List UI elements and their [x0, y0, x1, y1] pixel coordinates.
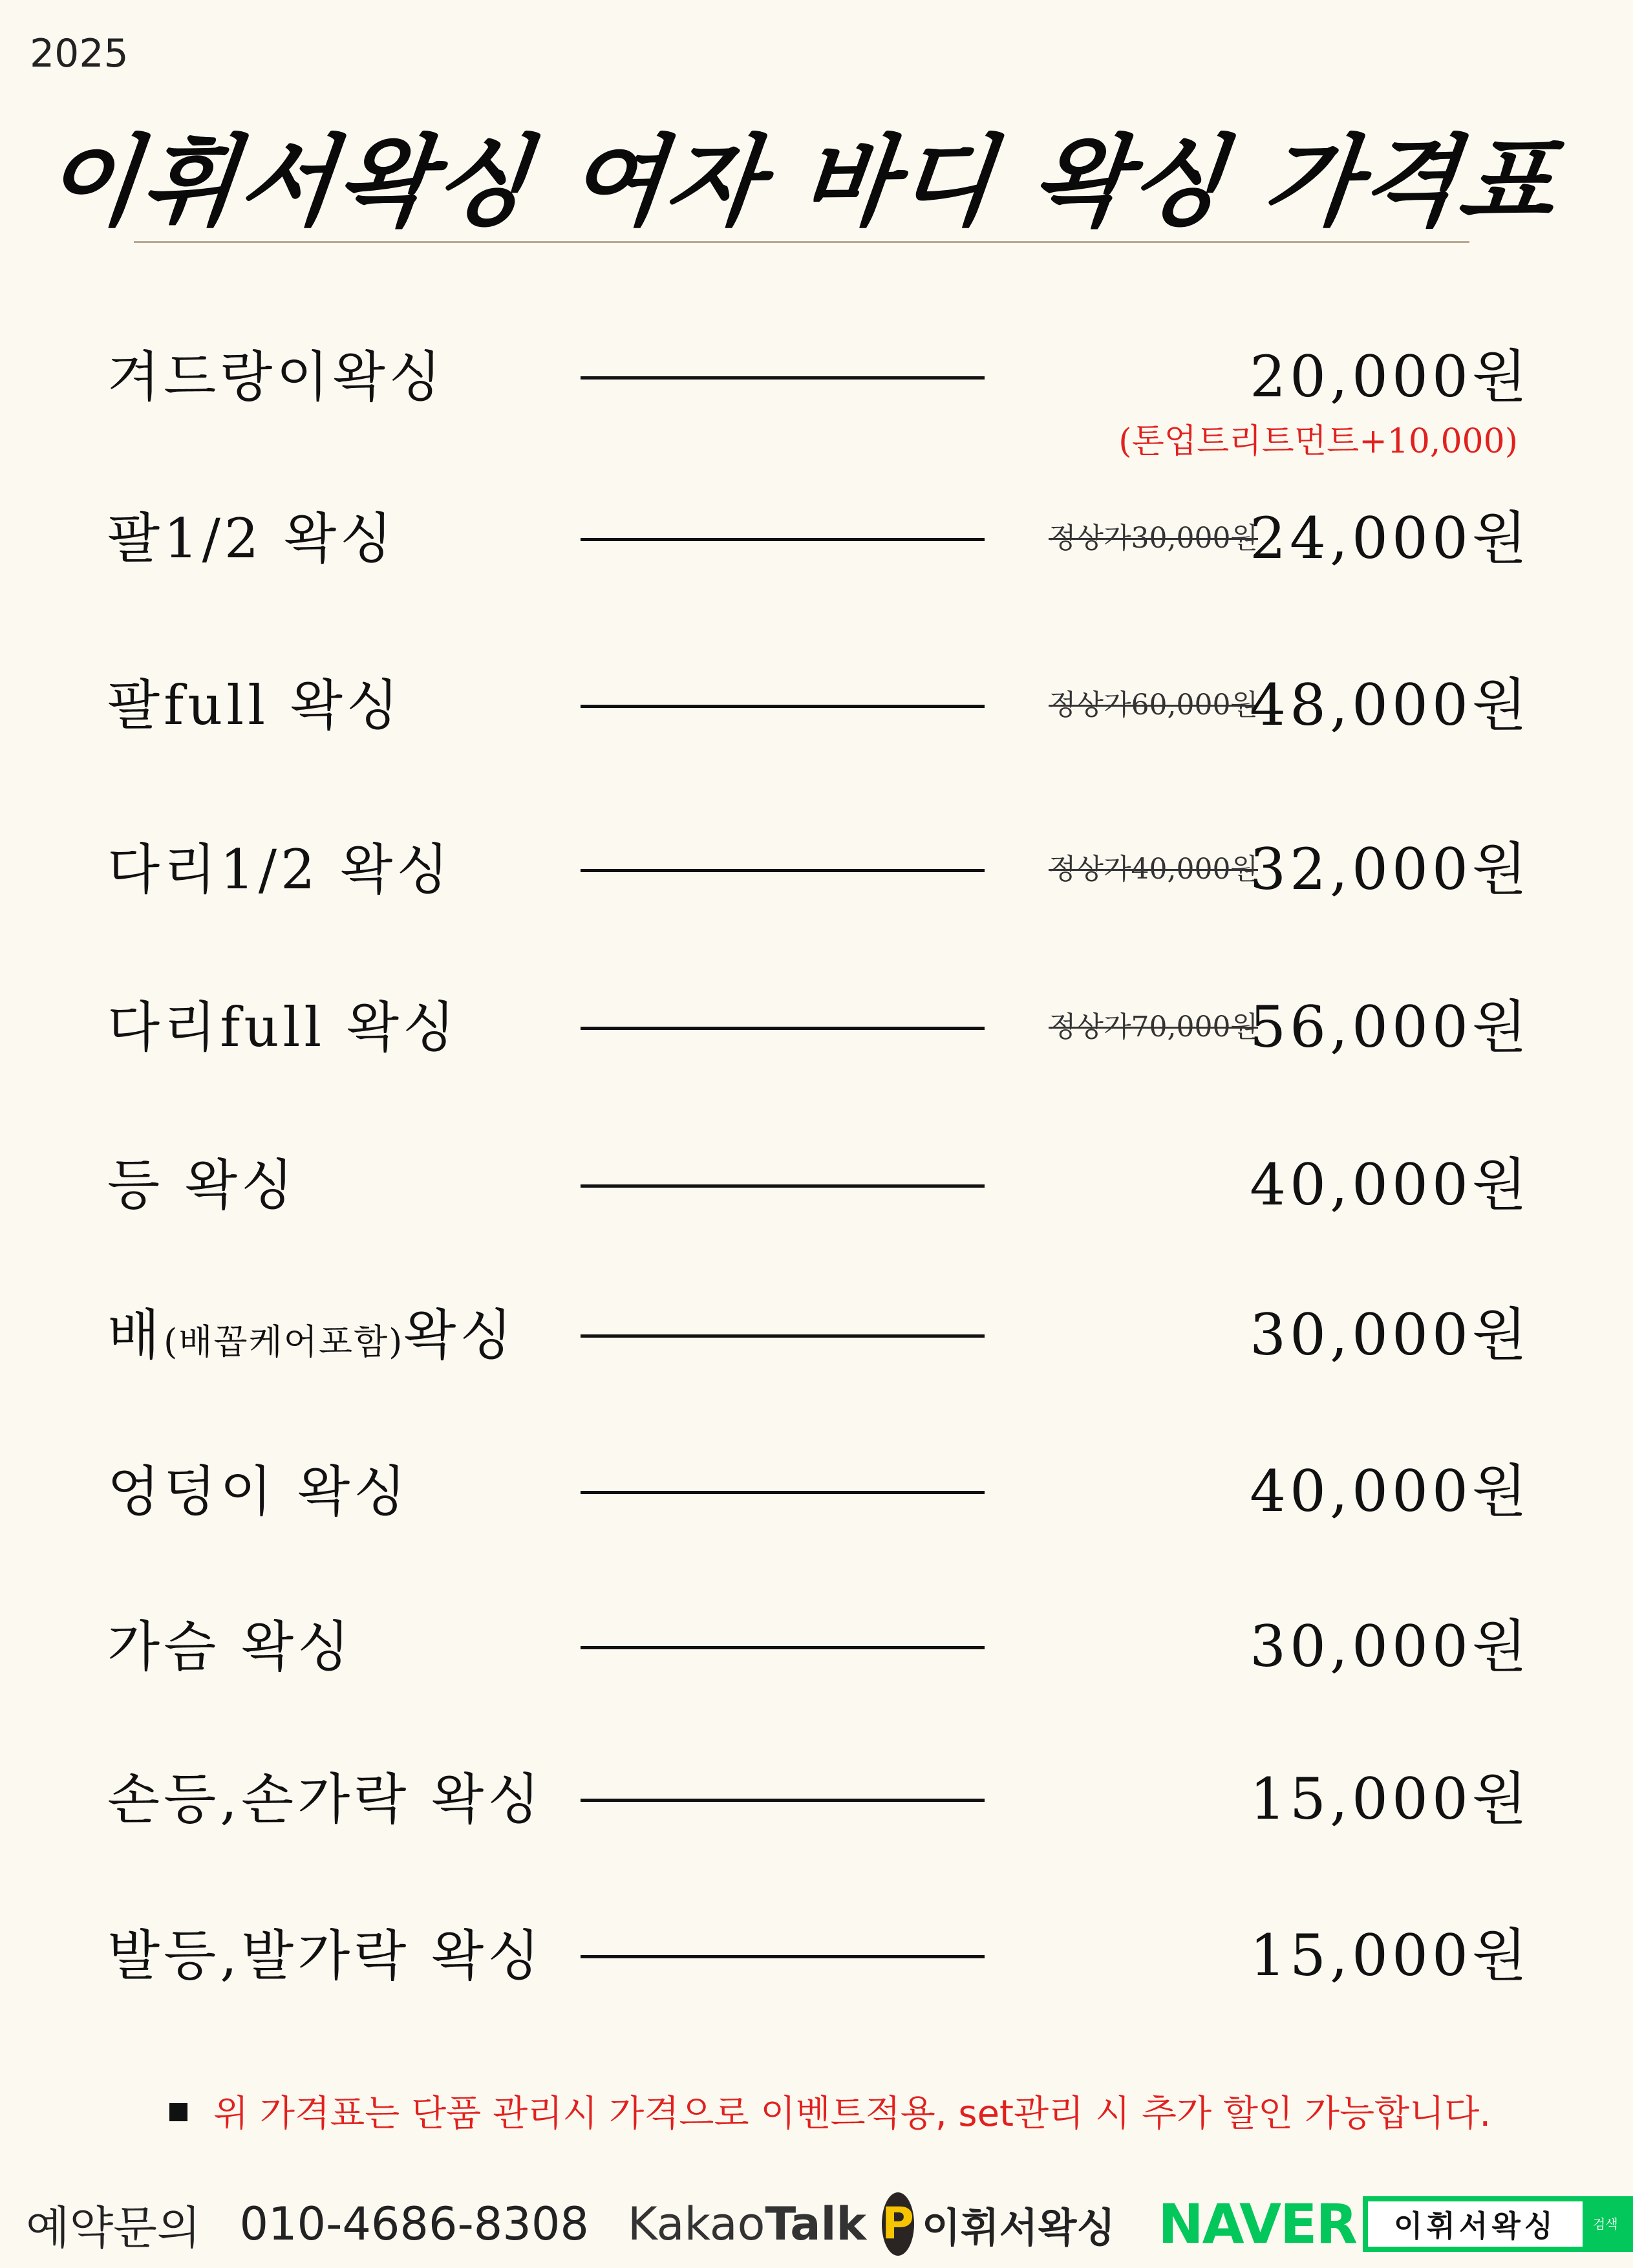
- leader-line: [581, 538, 985, 541]
- item-name: 손등,손가락 왁싱: [107, 1768, 544, 1831]
- item-name-main: 배: [107, 1303, 164, 1367]
- item-name: 발등,발가락 왁싱: [107, 1924, 544, 1987]
- year-label: 2025: [30, 31, 129, 76]
- leader-line: [581, 1491, 985, 1494]
- item-price: 30,000원: [1250, 1613, 1531, 1680]
- original-price: 정상가30,000원: [1049, 522, 1258, 555]
- price-row-hands: [0, 1751, 1603, 1848]
- page-title: 이휘서왁싱 여자 바디 왁싱 가격표: [38, 125, 1563, 239]
- item-name: 다리1/2 왁싱: [107, 838, 453, 901]
- item-name: 등 왁싱: [107, 1153, 298, 1217]
- price-row-underarm: [0, 328, 1603, 425]
- original-price: 정상가70,000원: [1049, 1011, 1258, 1043]
- leader-line: [581, 1027, 985, 1030]
- item-name: 다리full 왁싱: [107, 996, 460, 1059]
- item-price: 32,000원: [1250, 836, 1531, 903]
- notice-text: 위 가격표는 단품 관리시 가격으로 이벤트적용, set관리 시 추가 할인 가능합니다.: [213, 2093, 1491, 2135]
- naver-search-box[interactable]: [1363, 2196, 1633, 2252]
- inquiry-label: 예약문의: [26, 2201, 201, 2254]
- naver-search-query: 이휘서왁싱: [1394, 2209, 1557, 2243]
- kakao-channel-name[interactable]: 이휘서왁싱: [921, 2203, 1116, 2251]
- kakaotalk-link[interactable]: [628, 2198, 866, 2251]
- item-price: 20,000원: [1250, 343, 1531, 410]
- item-name: 겨드랑이왁싱: [107, 345, 445, 409]
- item-price: 40,000원: [1250, 1458, 1531, 1524]
- kakao-wordmark-light: Kakao: [627, 2198, 765, 2251]
- item-name-suffix: 왁싱: [403, 1303, 517, 1367]
- kakao-channel-logo-icon: P: [882, 2192, 914, 2256]
- contact-footer: [26, 2192, 1618, 2256]
- price-row-feet: [0, 1907, 1603, 2004]
- leader-line: [581, 1646, 985, 1649]
- discount-notice: [169, 2085, 1491, 2137]
- leader-line: [581, 869, 985, 872]
- item-name: 팔full 왁싱: [107, 674, 403, 737]
- kakao-wordmark-bold: Talk: [765, 2198, 867, 2251]
- item-price: 48,000원: [1250, 672, 1531, 738]
- price-row-arm-half: [0, 490, 1603, 587]
- item-price: 56,000원: [1250, 994, 1531, 1060]
- leader-line: [581, 1955, 985, 1958]
- price-row-belly: [0, 1287, 1603, 1384]
- original-price: 정상가40,000원: [1049, 853, 1258, 886]
- phone-number[interactable]: 010-4686-8308: [239, 2198, 589, 2251]
- item-name: 엉덩이 왁싱: [107, 1460, 411, 1523]
- original-price: 정상가60,000원: [1049, 689, 1258, 722]
- price-row-leg-half: [0, 821, 1603, 918]
- price-row-chest: [0, 1598, 1603, 1695]
- item-price: 15,000원: [1250, 1766, 1531, 1832]
- title-divider: [134, 241, 1469, 243]
- item-price: 30,000원: [1250, 1301, 1531, 1368]
- naver-search-button[interactable]: 검색: [1583, 2201, 1628, 2247]
- leader-line: [581, 1799, 985, 1802]
- item-name-detail: (배꼽케어포함): [164, 1321, 404, 1362]
- item-price: 24,000원: [1250, 505, 1531, 572]
- item-name: 가슴 왁싱: [107, 1615, 354, 1678]
- leader-line: [581, 705, 985, 708]
- item-name: 팔1/2 왁싱: [107, 507, 397, 570]
- item-price: 40,000원: [1250, 1151, 1531, 1218]
- price-row-buttocks: [0, 1443, 1603, 1540]
- bullet-square-icon: [169, 2103, 187, 2121]
- price-row-arm-full: [0, 657, 1603, 754]
- item-price: 15,000원: [1250, 1922, 1531, 1989]
- underarm-note: (톤업트리트먼트+10,000): [1118, 422, 1518, 461]
- price-row-back: [0, 1137, 1603, 1234]
- leader-line: [581, 1184, 985, 1188]
- leader-line: [581, 376, 985, 380]
- naver-logo: NAVER: [1158, 2192, 1357, 2256]
- item-name: [107, 1287, 517, 1384]
- price-row-leg-full: [0, 979, 1603, 1076]
- leader-line: [581, 1334, 985, 1338]
